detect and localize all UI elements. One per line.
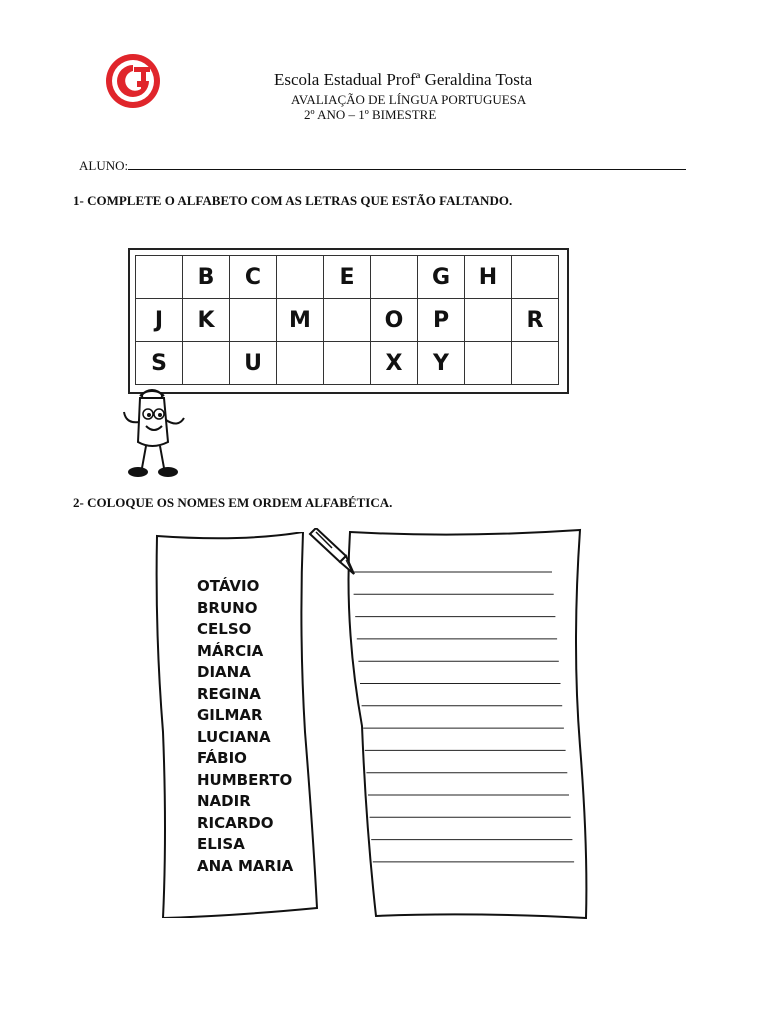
grade-info: 2º ANO – 1º BIMESTRE	[304, 107, 437, 122]
student-label: ALUNO:	[79, 158, 129, 173]
pencil-character	[118, 384, 190, 484]
name-item: MÁRCIA	[197, 641, 264, 660]
alphabet-blank-cell[interactable]	[183, 342, 230, 385]
answer-paper	[340, 526, 592, 926]
alphabet-letter: K	[183, 299, 230, 342]
name-item: BRUNO	[197, 598, 258, 617]
name-item: DIANA	[197, 663, 251, 681]
alphabet-board	[128, 248, 569, 394]
alphabet-blank-cell[interactable]	[465, 299, 512, 342]
alphabet-letter: X	[371, 342, 418, 385]
alphabet-letter: E	[324, 256, 371, 299]
name-item: OTÁVIO	[197, 577, 260, 595]
name-item: RICARDO	[197, 813, 274, 832]
name-item: CELSO	[197, 620, 252, 638]
alphabet-letter: M	[277, 299, 324, 342]
alphabet-blank-cell[interactable]	[512, 256, 559, 299]
school-name: Escola Estadual Profª Geraldina Tosta	[274, 70, 533, 89]
name-item: NADIR	[197, 792, 251, 810]
names-list	[197, 576, 293, 877]
name-item: ELISA	[197, 835, 245, 853]
alphabet-letter: P	[418, 299, 465, 342]
alphabet-letter: C	[230, 256, 277, 299]
alphabet-letter: O	[371, 299, 418, 342]
alphabet-letter: G	[418, 256, 465, 299]
alphabet-blank-cell[interactable]	[277, 342, 324, 385]
name-item: REGINA	[197, 684, 261, 703]
fountain-pen-icon	[306, 528, 362, 580]
question-2-title: 2- COLOQUE OS NOMES EM ORDEM ALFABÉTICA.	[73, 495, 393, 510]
alphabet-blank-cell[interactable]	[465, 342, 512, 385]
alphabet-letter: B	[183, 256, 230, 299]
name-item: FÁBIO	[197, 749, 247, 767]
student-name-row	[79, 157, 686, 174]
student-name-field[interactable]	[128, 157, 686, 170]
alphabet-blank-cell[interactable]	[512, 342, 559, 385]
name-item: ANA MARIA	[197, 856, 294, 875]
school-logo	[104, 52, 162, 110]
name-item: HUMBERTO	[197, 770, 293, 789]
alphabet-letter: Y	[418, 342, 465, 385]
alphabet-blank-cell[interactable]	[136, 256, 183, 299]
name-item: GILMAR	[197, 706, 263, 724]
evaluation-title: AVALIAÇÃO DE LÍNGUA PORTUGUESA	[291, 92, 527, 107]
name-item: LUCIANA	[197, 727, 271, 746]
alphabet-grid	[135, 255, 559, 385]
alphabet-blank-cell[interactable]	[230, 299, 277, 342]
alphabet-letter: U	[230, 342, 277, 385]
alphabet-blank-cell[interactable]	[277, 256, 324, 299]
alphabet-letter: R	[512, 299, 559, 342]
alphabet-blank-cell[interactable]	[324, 299, 371, 342]
question-1-title: 1- COMPLETE O ALFABETO COM AS LETRAS QUE ESTÃO FALTANDO.	[73, 193, 513, 208]
alphabet-letter: H	[465, 256, 512, 299]
alphabet-letter: S	[136, 342, 183, 385]
alphabet-letter: J	[136, 299, 183, 342]
alphabet-blank-cell[interactable]	[324, 342, 371, 385]
alphabet-blank-cell[interactable]	[371, 256, 418, 299]
